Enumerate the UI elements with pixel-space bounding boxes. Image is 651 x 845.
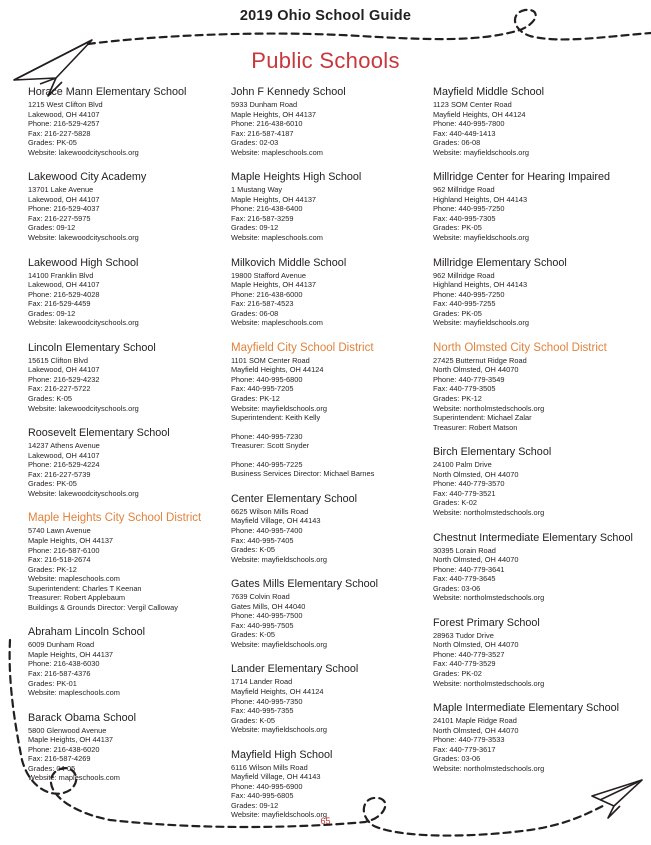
school-detail-line: Website: lakewoodcityschools.org [28,488,139,498]
school-detail-line: North Olmsted, OH 44070 [433,555,519,565]
school-detail-line: Grades: K-05 [28,394,72,404]
school-listing [231,493,431,564]
school-detail-line: 30395 Lorain Road [433,545,496,555]
district-listing [28,512,228,612]
school-name: Lander Elementary School [231,663,359,676]
school-detail-line: Phone: 216-529-4257 [28,119,100,129]
school-detail-line: Phone: 440-995-7230 [231,431,303,441]
school-detail-line: 15615 Clifton Blvd [28,355,88,365]
school-detail-line: Fax: 440-995-7355 [231,706,294,716]
school-detail-line: Phone: 216-587-6100 [28,545,100,555]
school-detail-line: Treasurer: Scott Snyder [231,441,310,451]
school-name: Chestnut Intermediate Elementary School [433,531,633,544]
school-detail-line: Business Services Director: Michael Barnes [231,469,375,479]
school-listing [28,626,228,697]
school-detail-line: Grades: 06-08 [231,308,279,318]
school-detail-line: Grades: PK-05 [433,308,482,318]
school-listing [231,171,431,242]
school-name: Milkovich Middle School [231,256,347,269]
school-detail-line: Website: mapleschools.com [231,233,323,243]
school-detail-line: Website: northolmstedschools.org [433,763,545,773]
school-listing [231,86,431,157]
school-detail-line: Grades: 06-08 [433,138,481,148]
listing-column-3 [433,86,633,787]
school-detail-line: Grades: K-02 [433,498,477,508]
school-listing [433,617,633,688]
school-detail-line: Gates Mills, OH 44040 [231,601,306,611]
school-detail-line: Website: mayfieldschools.org [433,147,529,157]
school-detail-line: Maple Heights, OH 44137 [28,535,114,545]
school-detail-line: Grades: PK-02 [433,668,482,678]
school-name: Gates Mills Elementary School [231,578,379,591]
school-detail-line: 5800 Glenwood Avenue [28,725,107,735]
school-detail-line: 962 Millridge Road [433,270,495,280]
school-detail-line: Phone: 216-438-6000 [231,289,303,299]
school-detail-line: Maple Heights, OH 44137 [28,735,114,745]
school-name: John F Kennedy School [231,86,346,98]
school-detail-line: Fax: 216-227-5975 [28,213,91,223]
school-detail-line: Phone: 216-438-6020 [28,744,100,754]
school-detail-line: 1101 SOM Center Road [231,355,310,365]
school-detail-line: 6116 Wilson Mills Road [231,762,308,772]
school-detail-line: 7639 Colvin Road [231,592,290,602]
school-name: Lakewood City Academy [28,171,147,184]
school-detail-line: 1 Mustang Way [231,185,283,195]
school-name: Lincoln Elementary School [28,341,156,354]
school-detail-line: Phone: 440-779-3570 [433,479,505,489]
school-detail-line: Website: northolmstedschools.org [433,403,545,413]
school-detail-line: Website: mayfieldschools.org [433,233,529,243]
school-detail-line: Fax: 216-227-5722 [28,384,91,394]
school-detail-line: Lakewood, OH 44107 [28,280,100,290]
school-detail-line: Grades: K-05 [231,630,275,640]
school-detail-line: Grades: 04-05 [28,763,76,773]
school-detail-line: Highland Heights, OH 44143 [433,280,528,290]
school-listing [433,86,633,157]
school-detail-line: Fax: 216-227-5739 [28,469,91,479]
school-listing [231,578,431,649]
school-detail-line: Grades: 09-12 [28,308,76,318]
school-detail-line: Fax: 440-995-7205 [231,384,294,394]
school-detail-line: Fax: 440-779-3645 [433,574,496,584]
school-listing [433,532,633,603]
school-detail-line: Phone: 440-779-3549 [433,374,505,384]
school-detail-line: Website: lakewoodcityschools.org [28,233,139,243]
school-name: Mayfield Middle School [433,86,545,98]
school-detail-line: Phone: 440-779-3641 [433,564,505,574]
school-detail-line: Phone: 440-779-3527 [433,649,505,659]
school-detail-line: 13701 Lake Avenue [28,185,94,195]
school-detail-line: Website: mapleschools.com [28,574,120,584]
school-detail-line: Fax: 440-995-7255 [433,299,496,309]
school-detail-line: Grades: 09-12 [231,223,279,233]
school-name: Lakewood High School [28,256,139,269]
school-detail-line: 962 Millridge Road [433,185,495,195]
school-detail-line: Fax: 440-779-3617 [433,744,496,754]
school-listing [28,342,228,413]
school-listing [231,257,431,328]
school-detail-line: Fax: 440-779-3521 [433,488,496,498]
school-detail-line: Phone: 440-995-7500 [231,611,303,621]
school-detail-line: Phone: 440-995-6900 [231,781,303,791]
school-detail-line: Phone: 440-995-7350 [231,696,303,706]
school-detail-line: Phone: 440-995-7400 [231,525,303,535]
school-detail-line: Website: mapleschools.com [28,773,120,783]
school-listing [433,446,633,517]
school-name: Center Elementary School [231,492,358,505]
district-name: Maple Heights City School District [28,512,202,525]
school-detail-line: Website: lakewoodcityschools.org [28,147,139,157]
school-detail-line: Website: mayfieldschools.org [231,810,327,820]
school-detail-line: Website: mapleschools.com [231,147,323,157]
school-detail-line: North Olmsted, OH 44070 [433,469,519,479]
school-detail-line: Fax: 440-779-3505 [433,384,496,394]
school-listing [28,712,228,783]
school-detail-line: Fax: 440-779-3529 [433,659,496,669]
school-detail-line: Mayfield Heights, OH 44124 [433,109,526,119]
school-detail-line: Grades: PK-01 [28,678,77,688]
school-detail-line: Website: mapleschools.com [28,688,120,698]
school-detail-line: Mayfield Village, OH 44143 [231,772,321,782]
school-detail-line: North Olmsted, OH 44070 [433,640,519,650]
school-detail-line: Website: mayfieldschools.org [231,403,327,413]
school-detail-line: 24100 Palm Drive [433,460,492,470]
school-detail-line: Grades: PK-12 [28,564,77,574]
listing-column-2 [231,86,431,834]
listing-column-1 [28,86,228,797]
school-detail-line: Mayfield Heights, OH 44124 [231,686,324,696]
school-detail-line: Phone: 216-529-4037 [28,204,100,214]
school-detail-line: Website: mapleschools.com [231,318,323,328]
school-detail-line: Website: mayfieldschools.org [433,318,529,328]
school-detail-line: Fax: 440-449-1413 [433,128,496,138]
school-detail-line: Grades: PK-12 [433,394,482,404]
school-detail-line: Phone: 216-438-6030 [28,659,100,669]
school-detail-line: Fax: 440-995-7405 [231,535,294,545]
school-detail-line: Superintendent: Charles T Keenan [28,583,142,593]
school-detail-line: Grades: PK-05 [433,223,482,233]
school-detail-line: Grades: 09-12 [28,223,76,233]
school-detail-line: 24101 Maple Ridge Road [433,716,517,726]
school-name: Birch Elementary School [433,446,552,459]
school-detail-line: Fax: 216-587-4187 [231,128,294,138]
school-detail-line: 14237 Athens Avenue [28,441,100,451]
school-detail-line: Mayfield Village, OH 44143 [231,516,321,526]
school-detail-line: Phone: 440-779-3533 [433,735,505,745]
school-name: Maple Heights High School [231,171,362,184]
page-number: 65 [320,816,331,826]
school-name: Millridge Elementary School [433,256,567,269]
school-listing [433,171,633,242]
school-detail-line: Fax: 440-995-7505 [231,620,294,630]
school-detail-line: 6625 Wilson Mills Road [231,506,309,516]
school-detail-line: Website: lakewoodcityschools.org [28,403,139,413]
school-detail-line: Phone: 216-438-6400 [231,204,303,214]
school-detail-line: Grades: 09-12 [231,800,279,810]
school-detail-line: 1714 Lander Road [231,677,293,687]
school-detail-line: Highland Heights, OH 44143 [433,194,528,204]
school-detail-line: Buildings & Grounds Director: Vergil Calloway [28,602,178,612]
school-detail-line: Fax: 216-227-5828 [28,128,91,138]
school-detail-line: Fax: 440-995-6805 [231,791,294,801]
school-detail-line: Phone: 440-995-6800 [231,374,303,384]
school-name: Millridge Center for Hearing Impaired [433,171,611,184]
school-detail-line: Maple Heights, OH 44137 [231,280,317,290]
school-detail-line: Lakewood, OH 44107 [28,365,100,375]
school-detail-line: Grades: PK-05 [28,138,77,148]
school-detail-line: Website: northolmstedschools.org [433,593,545,603]
school-detail-line: 28963 Tudor Drive [433,630,494,640]
school-listing [231,663,431,734]
district-listing [433,342,633,432]
school-name: Maple Intermediate Elementary School [433,702,620,715]
school-detail-line: 1123 SOM Center Road [433,100,512,109]
school-name: Barack Obama School [28,711,137,724]
school-detail-line: North Olmsted, OH 44070 [433,725,519,735]
guide-title: 2019 Ohio School Guide [239,8,412,24]
school-detail-line: Mayfield Heights, OH 44124 [231,365,324,375]
school-detail-line: Website: mayfieldschools.org [231,725,327,735]
school-detail-line: 1215 West Clifton Blvd [28,100,103,109]
school-detail-line: Website: mayfieldschools.org [231,639,327,649]
school-name: Forest Primary School [433,616,540,629]
school-detail-line: Fax: 216-587-4376 [28,668,91,678]
school-detail-line: Phone: 216-529-4028 [28,289,100,299]
section-title: Public Schools [251,48,400,73]
school-listing [28,257,228,328]
school-detail-line: North Olmsted, OH 44070 [433,365,519,375]
school-detail-line: Website: mayfieldschools.org [231,554,327,564]
school-detail-line: Grades: PK-05 [28,479,77,489]
school-listing [231,749,431,820]
school-detail-line: Website: northolmstedschools.org [433,678,545,688]
school-detail-line: Treasurer: Robert Matson [433,422,518,432]
school-detail-line: Grades: 03-06 [433,754,481,764]
school-detail-line: Lakewood, OH 44107 [28,450,100,460]
school-detail-line: Grades: K-05 [231,715,275,725]
school-detail-line: Phone: 440-995-7225 [231,459,303,469]
school-listing [433,702,633,773]
school-detail-line: Fax: 440-995-7305 [433,213,496,223]
school-listing [28,86,228,157]
school-name: Horace Mann Elementary School [28,86,187,98]
school-detail-line: 14100 Franklin Blvd [28,270,94,280]
spacer [231,451,431,460]
school-detail-line: 6009 Dunham Road [28,640,95,650]
school-detail-line: Treasurer: Robert Applebaum [28,593,126,603]
school-listing [28,171,228,242]
school-detail-line: Phone: 440-995-7250 [433,289,505,299]
school-detail-line: 27425 Butternut Ridge Road [433,355,527,365]
district-name: North Olmsted City School District [433,341,607,354]
school-detail-line: Website: lakewoodcityschools.org [28,318,139,328]
school-detail-line: Maple Heights, OH 44137 [231,109,317,119]
school-detail-line: 19800 Stafford Avenue [231,270,306,280]
school-name: Roosevelt Elementary School [28,427,170,440]
school-detail-line: Phone: 440-995-7250 [433,204,505,214]
school-name: Abraham Lincoln School [28,626,146,639]
school-detail-line: Fax: 216-529-4459 [28,299,91,309]
school-detail-line: Grades: 02-03 [231,138,279,148]
school-detail-line: Phone: 216-438-6010 [231,119,303,129]
school-detail-line: Website: northolmstedschools.org [433,507,545,517]
school-detail-line: Grades: 03-06 [433,583,481,593]
school-listing [433,257,633,328]
school-detail-line: Phone: 216-529-4224 [28,460,100,470]
school-detail-line: Grades: PK-12 [231,394,280,404]
school-detail-line: 5933 Dunham Road [231,100,298,109]
spacer [231,423,431,432]
school-detail-line: 5740 Lawn Avenue [28,526,91,536]
school-detail-line: Phone: 440-995-7800 [433,119,505,129]
school-name: Mayfield High School [231,748,333,761]
school-listing [28,427,228,498]
school-detail-line: Fax: 216-587-4523 [231,299,294,309]
school-detail-line: Phone: 216-529-4232 [28,374,100,384]
school-detail-line: Maple Heights, OH 44137 [28,649,114,659]
school-detail-line: Fax: 216-587-4269 [28,754,91,764]
school-detail-line: Fax: 216-587-3259 [231,213,294,223]
school-detail-line: Lakewood, OH 44107 [28,109,100,119]
school-detail-line: Maple Heights, OH 44137 [231,194,317,204]
district-name: Mayfield City School District [231,341,374,354]
school-detail-line: Lakewood, OH 44107 [28,194,100,204]
school-detail-line: Fax: 216-518-2674 [28,555,91,565]
district-listing [231,342,431,479]
school-detail-line: Superintendent: Michael Zalar [433,413,532,423]
school-detail-line: Superintendent: Keith Kelly [231,413,321,423]
school-detail-line: Grades: K-05 [231,545,275,555]
